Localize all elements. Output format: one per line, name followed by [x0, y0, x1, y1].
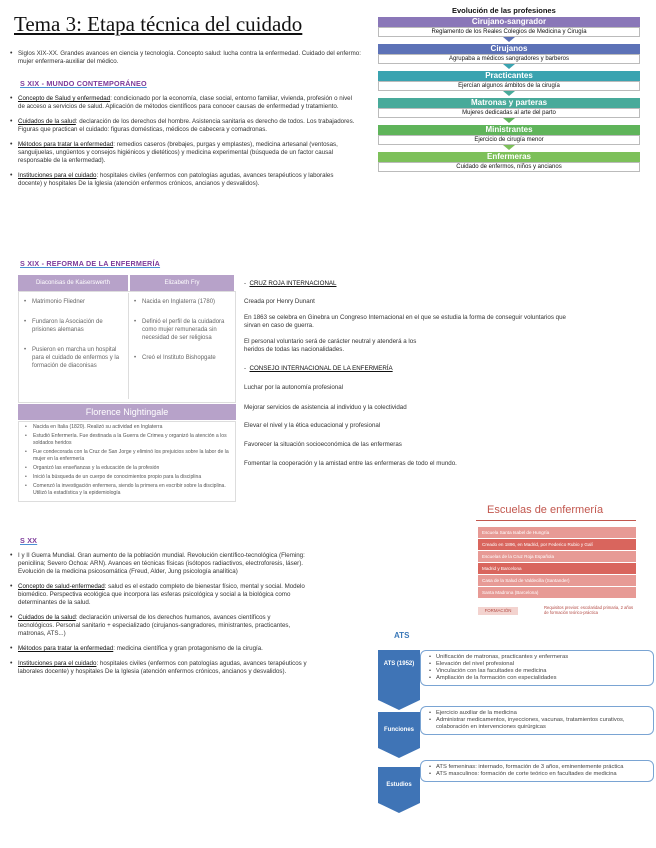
- sxx-item: • Concepto de salud-enfermedad: salud es el estado completo de bienestar físico, mental y social. Modelo biomédico. Perspectiva ecológica que incorpora las esferas psicológica y social a la biológica como determinantes de la salud.: [8, 583, 308, 607]
- page-title: Tema 3: Etapa técnica del cuidado: [14, 12, 303, 36]
- ats-box: [420, 650, 654, 686]
- escuelas-title: Escuelas de enfermería: [487, 504, 604, 516]
- fry-list: [134, 298, 230, 374]
- evolution-item-name: Practicantes: [378, 71, 640, 81]
- list-item: • Nacida en Italia (1820). Realizó su actividad en Inglaterra: [19, 424, 235, 431]
- list-item: • Inició la búsqueda de un cuerpo de conocimientos propio para la disciplina: [19, 474, 235, 481]
- evolution-item: [378, 125, 640, 145]
- list-item: • Administrar medicamentos, inyecciones, vacunas, tratamientos curativos, colaboración en intervenciones quirúrgicas: [429, 717, 649, 731]
- list-item: • Elevación del nivel profesional: [429, 661, 649, 668]
- consejo-heading: - CONSEJO INTERNACIONAL DE LA ENFERMERÍA: [244, 365, 393, 372]
- evolution-item-name: Cirujanos: [378, 44, 640, 54]
- s19-item: • Instituciones para el cuidado: hospitales civiles (enfermos con patologías agudas, avances terapéuticos y laborales docente) y hospitales De la Iglesia (atención enfermos crónicos, ancianos y desvalidos).: [8, 172, 356, 188]
- funciones-box: [420, 706, 654, 735]
- s19-list: [8, 95, 356, 188]
- escuela-row: Escuelas de la Cruz Roja Española: [478, 551, 636, 562]
- section-heading-reform: S XIX - REFORMA DE LA ENFERMERÍA: [20, 259, 161, 268]
- list-item: • Ampliación de la formación con especialidades: [429, 675, 649, 682]
- evolution-item-name: Ministrantes: [378, 125, 640, 135]
- evolution-item-name: Cirujano-sangrador: [378, 17, 640, 27]
- list-item: • Vinculación con las facultades de medicina: [429, 668, 649, 675]
- list-item: • ATS masculinos: formación de corte teórico en facultades de medicina: [429, 771, 649, 778]
- consejo-line: Fomentar la cooperación y la amistad entre las enfermeras de todo el mundo.: [244, 460, 457, 467]
- cruz-roja-heading: - CRUZ ROJA INTERNACIONAL: [244, 280, 337, 287]
- nightingale-header: Florence Nightingale: [18, 404, 236, 420]
- list-item: • Organizó las enseñanzas y la educación de la profesión: [19, 465, 235, 472]
- evolution-title: Evolución de las profesiones: [452, 6, 556, 15]
- s19-item: • Cuidados de la salud: declaración de los derechos del hombre. Asistencia sanitaria es derecho de todos. Los trabajadores. Figuras que practican el cuidado: figuras domésticas, médicos de cabecera y comadronas.: [8, 118, 356, 134]
- consejo-line: Elevar el nivel y la ética educacional y profesional: [244, 422, 381, 429]
- down-arrow-icon: [503, 145, 515, 150]
- down-arrow-icon: [503, 37, 515, 42]
- list-item: • Creó el Instituto Bishopgate: [134, 354, 230, 362]
- list-item: • Nacida en Inglaterra (1780): [134, 298, 230, 306]
- estudios-box: [420, 760, 654, 782]
- cruz-roja-line: En 1863 se celebra en Ginebra un Congreso Internacional en el que se estudia la forma de conseguir voluntarios que sirvan en caso de guerra.: [244, 314, 566, 329]
- formacion-badge: FORMACIÓN: [478, 607, 518, 615]
- escuela-row: Escuela Santa Isabel de Hungría: [478, 527, 636, 538]
- evolution-item-desc: Mujeres dedicadas al arte del parto: [378, 108, 640, 118]
- list-item: • Fundaron la Asociación de prisiones alemanas: [24, 318, 122, 334]
- down-arrow-icon: [503, 64, 515, 69]
- formacion-text: Requisitos previos: escolaridad primaria, 2 años de formación teórico-práctica: [544, 605, 634, 615]
- ats-label: ATS: [394, 631, 410, 640]
- escuela-row: Santa Madrona (Barcelona): [478, 587, 636, 598]
- evolution-item: [378, 71, 640, 91]
- cruz-roja-line: Creada por Henry Dunant: [244, 298, 315, 305]
- evolution-item-desc: Ejercían algunos ámbitos de la cirugía: [378, 81, 640, 91]
- down-arrow-icon: [503, 118, 515, 123]
- evolution-item-name: Enfermeras: [378, 152, 640, 162]
- table-divider: [128, 293, 129, 399]
- evolution-item: [378, 152, 640, 172]
- list-item: • Ejercicio auxiliar de la medicina: [429, 710, 649, 717]
- evolution-item: [378, 17, 640, 37]
- section-heading-s19: S XIX - MUNDO CONTEMPORÁNEO: [20, 79, 147, 88]
- kaiserswerth-header: Diaconisas de Kaiserswerth: [18, 275, 128, 291]
- nightingale-list: [18, 421, 236, 502]
- evolution-item-desc: Ejercicio de cirugía menor: [378, 135, 640, 145]
- list-item: • Matrimonio Fliedner: [24, 298, 122, 306]
- list-item: • Comenzó la investigación enfermera, siendo la primera en escribir sobre la disciplina. Utilizó la estadística y la epidemiología: [19, 483, 235, 497]
- evolution-item: [378, 98, 640, 118]
- evolution-item: [378, 44, 640, 64]
- evolution-item-desc: Cuidado de enfermos, niños y ancianos: [378, 162, 640, 172]
- funciones-chevron: Funciones: [378, 712, 420, 748]
- intro-text: • Siglos XIX-XX. Grandes avances en ciencia y tecnología. Concepto salud: lucha contra la enfermedad. Cuidado del enfermo: mujer enfermera-auxiliar del médico.: [8, 50, 366, 66]
- down-arrow-icon: [503, 91, 515, 96]
- list-item: • ATS femeninas: internado, formación de 3 años, eminentemente práctica: [429, 764, 649, 771]
- escuelas-rule: [476, 520, 636, 521]
- list-item: • Fue condecorada con la Cruz de San Jorge y eliminó los prejuicios sobre la labor de la mujer en la enfermería: [19, 449, 235, 463]
- consejo-line: Favorecer la situación socioeconómica de las enfermeras: [244, 441, 402, 448]
- list-item: • Unificación de matronas, practicantes y enfermeras: [429, 654, 649, 661]
- sxx-list: [8, 552, 308, 676]
- list-item: • Estudió Enfermería. Fue destinada a la Guerra de Crimea y organizó la atención a los soldados heridos: [19, 433, 235, 447]
- sxx-item: • Instituciones para el cuidado: hospitales civiles (enfermos con patologías agudas, avances terapéuticos y laborales docente) y hospitales De la Iglesia (atención enfermos crónicos, ancianos y desvalidos).: [8, 660, 308, 676]
- escuela-row: Creado en 1896, en Madrid, por Federico Rubio y Galí: [478, 539, 636, 550]
- kaiserswerth-list: [24, 298, 122, 382]
- list-item: • Definió el perfil de la cuidadora como mujer remunerada sin necesidad de ser religiosa: [134, 318, 230, 342]
- consejo-line: Luchar por la autonomía profesional: [244, 384, 344, 391]
- evolution-item-desc: Agrupaba a médicos sangradores y barberos: [378, 54, 640, 64]
- s19-item: • Métodos para tratar la enfermedad: remedios caseros (brebajes, purgas y emplastes), medicina artesanal (ventosas, sanguijuelas, ungüentos y consejos higiénicos y dietéticos) y medicina experimental (búsqueda de un factor causal responsable de la enfermedad).: [8, 141, 356, 165]
- sxx-item: • Cuidados de la salud: declaración universal de los derechos humanos, avances científicos y tecnológicos. Personal sanitario + especializado (cirujanos-sangradores, ministrantes, practicantes, matronas, ATS...): [8, 614, 308, 638]
- section-heading-sxx: S XX: [20, 536, 38, 545]
- sxx-item: • Métodos para tratar la enfermedad: medicina científica y gran protagonismo de la cirugía.: [8, 645, 308, 653]
- cruz-roja-line: El personal voluntario será de carácter neutral y atenderá a los heridos de todas las nacionalidades.: [244, 338, 417, 353]
- consejo-line: Mejorar servicios de asistencia al individuo y la colectividad: [244, 404, 407, 411]
- escuela-row: Madrid y Barcelona: [478, 563, 636, 574]
- evolution-item-name: Matronas y parteras: [378, 98, 640, 108]
- estudios-chevron: Estudios: [378, 767, 420, 803]
- fry-header: Elizabeth Fry: [130, 275, 234, 291]
- list-item: • Pusieron en marcha un hospital para el cuidado de enfermos y la formación de diaconisas: [24, 346, 122, 370]
- sxx-item: • I y II Guerra Mundial. Gran aumento de la población mundial. Revolución científico-tecnológica (Fleming: penicilina; Severo Ochoa: ARN). Avances en técnicas físicas (isótopos radiactivos, electroforesis, láser). Evolución de la medicina psicosomática (Freud, Alder, Jung psicología analítica): [8, 552, 308, 576]
- ats-chevron: ATS (1952): [378, 650, 420, 700]
- evolution-item-desc: Reglamento de los Reales Colegios de Medicina y Cirugía: [378, 27, 640, 37]
- s19-item: • Concepto de Salud y enfermedad: condicionado por la economía, clase social, entorno familiar, vivienda, profesión o nivel de acceso a servicios de salud. Aplicación de métodos científicos para conocer causas de enfermedad y tratamiento.: [8, 95, 356, 111]
- escuela-row: Casa de la Salud de Valdecilla (Santander): [478, 575, 636, 586]
